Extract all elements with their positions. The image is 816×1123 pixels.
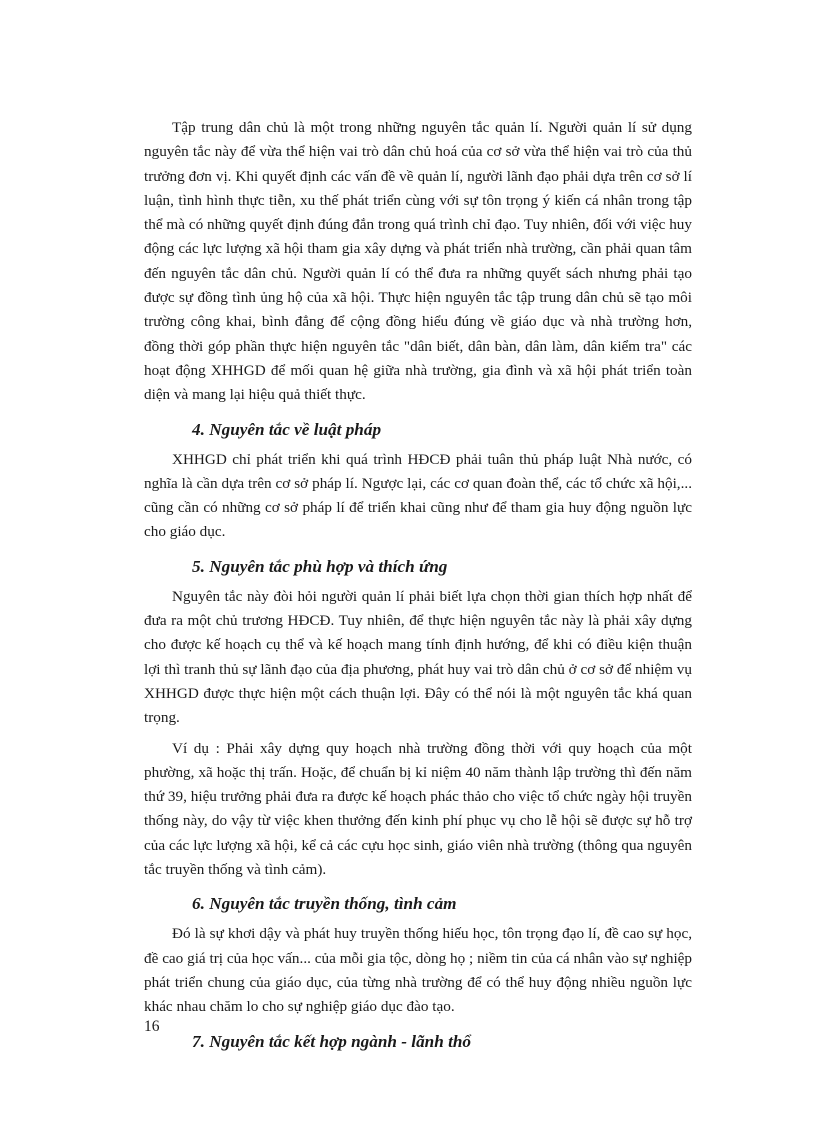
paragraph-example: Ví dụ : Phải xây dựng quy hoạch nhà trường đồng thời với quy hoạch của một phường, xã hoặc thị trấn. Hoặc, để chuẩn bị kỉ niệm 40 năm thành lập trường thì đến năm thứ 39, hiệu trưởng phải đưa ra được kế hoạch phác thảo cho việc tổ chức ngày hội truyền thống này, do vậy từ việc khen thưởng đến kinh phí phục vụ cho lễ hội sẽ được sự hỗ trợ của các lực lượng xã hội, kể cả các cựu học sinh, giáo viên nhà trường (thông qua nguyên tắc truyền thống và tình cảm). — [144, 739, 692, 879]
page-content — [144, 116, 692, 1054]
heading-principle-7: 7. Nguyên tắc kết hợp ngành - lãnh thổ — [192, 1031, 472, 1051]
page-number: 16 — [144, 1018, 160, 1035]
paragraph-law: XHHGD chỉ phát triển khi quá trình HĐCĐ phải tuân thủ pháp luật Nhà nước, có nghĩa là cần dựa trên cơ sở pháp lí. Ngược lại, các cơ quan đoàn thể, các tổ chức xã hội,... cũng cần có những cơ sở pháp lí để triển khai cũng như để tham gia huy động nguồn lực cho giáo dục. — [144, 450, 692, 541]
heading-principle-5: 5. Nguyên tắc phù hợp và thích ứng — [192, 556, 448, 576]
paragraph-suitability: Nguyên tắc này đòi hỏi người quản lí phải biết lựa chọn thời gian thích hợp nhất để đưa ra một chủ trương HĐCĐ. Tuy nhiên, để thực hiện nguyên tắc này là phải xây dựng cho được kế hoạch cụ thể và kế hoạch mang tính định hướng, để khi có điều kiện thuận lợi thì tranh thủ sự lãnh đạo của địa phương, phát huy vai trò dân chủ ở cơ sở để nhiệm vụ XHHGD được thực hiện một cách thuận lợi. Đây có thể nói là một nguyên tắc khá quan trọng. — [144, 587, 692, 727]
paragraph-democratic-centralism: Tập trung dân chủ là một trong những nguyên tắc quản lí. Người quản lí sử dụng nguyên tắc này để vừa thể hiện vai trò dân chủ hoá của cơ sở vừa thể hiện vai trò của thủ trưởng đơn vị. Khi quyết định các vấn đề về quản lí, người lãnh đạo phải dựa trên cơ sở lí luận, tình hình thực tiễn, xu thế phát triển cùng với sự tôn trọng ý kiến cá nhân trong tập thể mà có những quyết định đúng đắn trong quá trình chỉ đạo. Tuy nhiên, đối với việc huy động các lực lượng xã hội tham gia xây dựng và phát triển nhà trường, cần phải quan tâm đến nguyên tắc dân chủ. Người quản lí có thể đưa ra những quyết sách nhưng phải tạo được sự đồng tình ủng hộ của xã hội. Thực hiện nguyên tắc tập trung dân chủ sẽ tạo môi trường công khai, bình đẳng để cộng đồng hiểu đúng về giáo dục và nhà trường hơn, đồng thời góp phần thực hiện nguyên tắc "dân biết, dân bàn, dân làm, dân kiểm tra" các hoạt động XHHGD để mối quan hệ giữa nhà trường, gia đình và xã hội phát triển toàn diện và mang lại hiệu quả thiết thực. — [144, 119, 692, 404]
heading-principle-6: 6. Nguyên tắc truyền thống, tình cảm — [192, 894, 457, 914]
heading-principle-4: 4. Nguyên tắc về luật pháp — [192, 419, 382, 439]
paragraph-tradition: Đó là sự khơi dậy và phát huy truyền thống hiếu học, tôn trọng đạo lí, đề cao sự học, đề cao giá trị của học vấn... của mỗi gia tộc, dòng họ ; niềm tin của cá nhân vào sự nghiệp phát triển chung của giáo dục, của từng nhà trường để có thể huy động nhiều nguồn lực khác nhau chăm lo cho sự nghiệp giáo dục đào tạo. — [144, 925, 692, 1016]
